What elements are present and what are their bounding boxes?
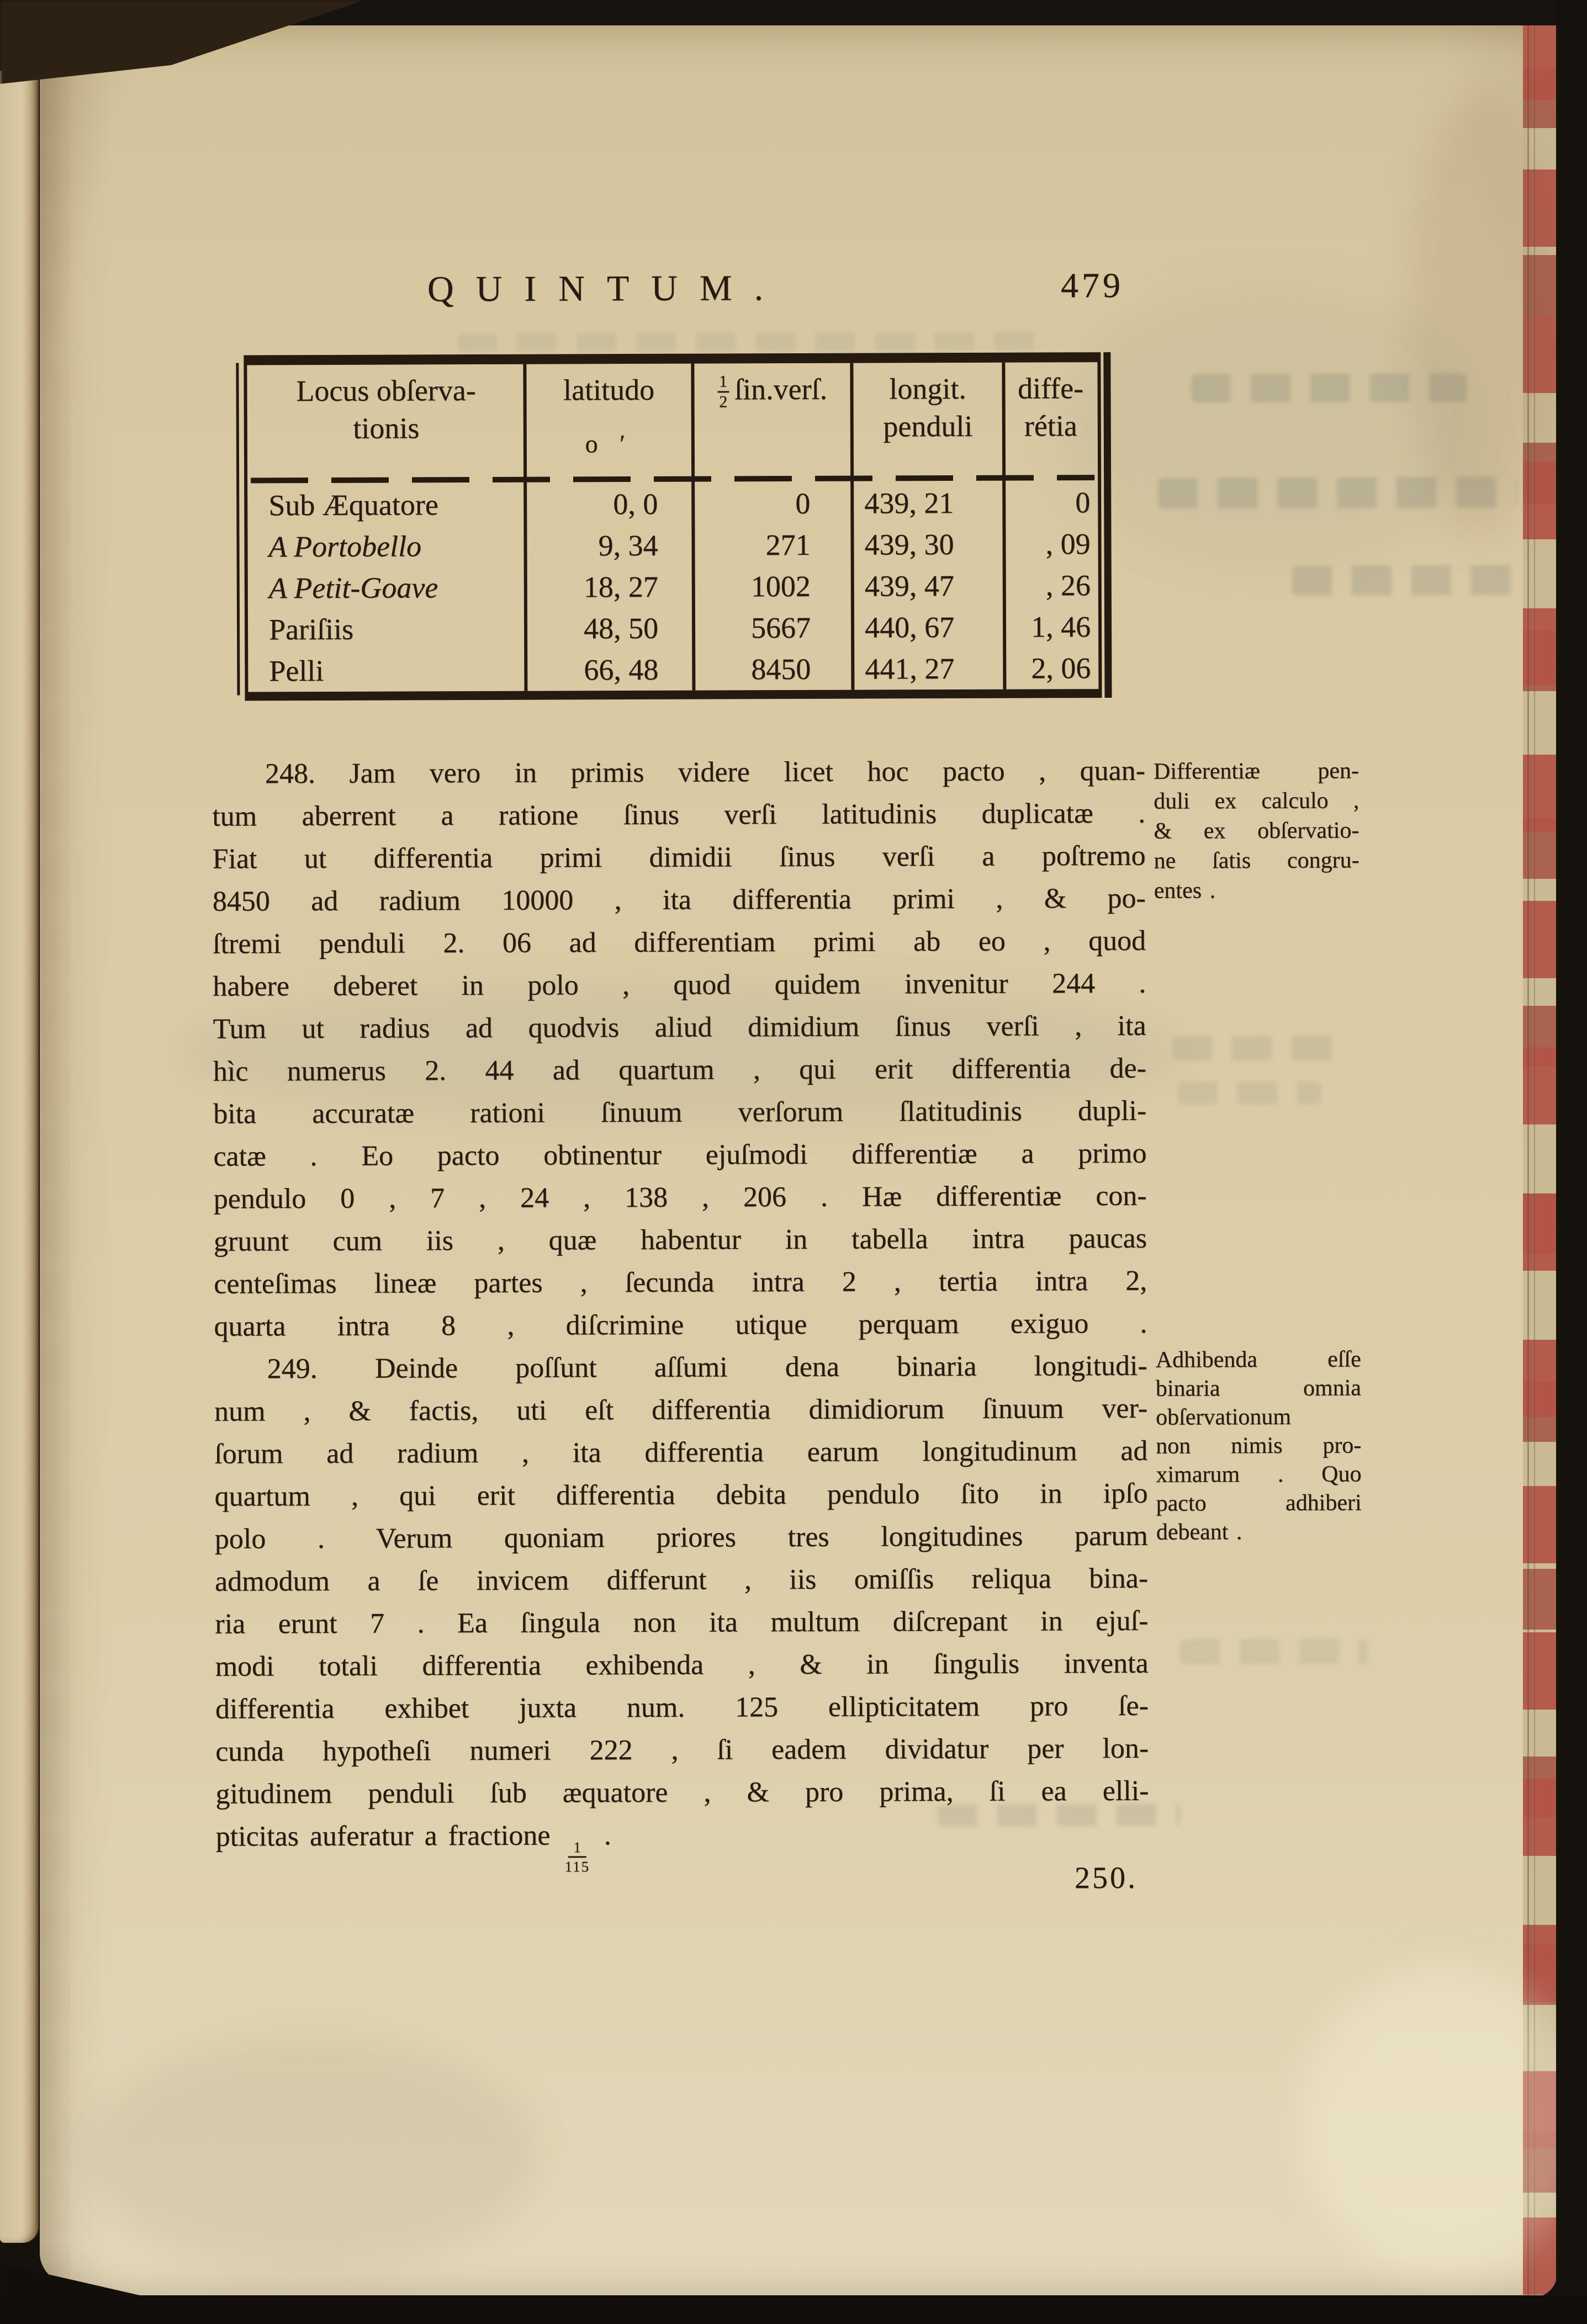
paragraph-248-line: bita accuratæ rationi ſinuum verſorum ſlatitudinis dupli- xyxy=(213,1095,1147,1130)
bleed-through-text xyxy=(1179,1638,1367,1664)
table-cell-sin-vers: 0 xyxy=(795,486,811,520)
bleed-through-text xyxy=(1158,476,1517,508)
paragraph-249-line: ria erunt 7 . Ea ſingula non ita multum diſcrepant in ejuſ- xyxy=(215,1605,1149,1640)
table-cell-diff: , 26 xyxy=(1045,568,1091,602)
table-cell-diff: 0 xyxy=(1075,485,1091,519)
margin-note-line: ne ſatis congru- xyxy=(1154,847,1359,874)
table-cell-locus: Sub Æquatore xyxy=(268,487,438,522)
paragraph-248-line: catæ . Eo pacto obtinentur ejuſmodi differentiæ a primo xyxy=(213,1137,1147,1172)
table-cell-diff: 1, 46 xyxy=(1030,609,1091,644)
bleed-through-text xyxy=(1172,1036,1338,1061)
column-header-latitudo: latitudo o ′ xyxy=(525,364,693,476)
table-cell-longit: 439, 21 xyxy=(864,486,954,520)
paragraph-249-line: ſorum ad radium , ita differentia earum longitudinum ad xyxy=(214,1435,1148,1470)
paragraph-249-line: cunda hypotheſi numeri 222 , ſi eadem dividatur per lon- xyxy=(215,1732,1149,1768)
paragraph-248-line: gruunt cum iis , quæ habentur in tabella intra paucas xyxy=(213,1222,1147,1257)
table-cell-latitudo: 0, 0 xyxy=(613,487,658,521)
margin-note-line: obſervationum xyxy=(1155,1404,1292,1430)
margin-note-249 xyxy=(1156,1345,1362,1546)
column-header-locus: Locus obſerva- tionis xyxy=(296,374,476,445)
page-number: 479 xyxy=(1060,265,1124,305)
paragraph-249-line: quartum , qui erit differentia debita pendulo ſito in ipſo xyxy=(214,1477,1148,1513)
paragraph-248-line: 248. Jam vero in primis videre licet hoc pacto , quan- xyxy=(264,755,1146,790)
running-head-title: QUINTUM. xyxy=(427,268,786,310)
bleed-through-text xyxy=(1191,373,1467,403)
table-cell-diff: 2, 06 xyxy=(1031,651,1091,685)
margin-note-line: debeant . xyxy=(1156,1519,1242,1545)
margin-note-line: binaria omnia xyxy=(1155,1375,1361,1402)
table-cell-latitudo: 66, 48 xyxy=(584,652,659,686)
bleed-through-text xyxy=(1178,1081,1321,1105)
paragraph-249-line: modi totali differentia exhibenda , & in ſingulis inventa xyxy=(215,1647,1149,1683)
last-line-period: . xyxy=(604,1819,611,1851)
table-cell-sin-vers: 5667 xyxy=(750,611,811,644)
table-cell-locus: Pariſiis xyxy=(268,612,354,646)
margin-note-line: ximarum . Quo xyxy=(1156,1461,1362,1488)
table-cell-sin-vers: 1002 xyxy=(750,569,811,603)
body-text xyxy=(212,750,1149,1876)
latitude-units: o ′ xyxy=(585,429,633,458)
table-cell-longit: 441, 27 xyxy=(865,651,955,686)
bleed-through-text xyxy=(457,331,1037,352)
last-line-text: pticitas auferatur a fractione xyxy=(215,1819,551,1853)
paragraph-248-line: Tum ut radius ad quodvis aliud dimidium ſinus verſi , ita xyxy=(213,1010,1146,1045)
table-cell-latitudo: 48, 50 xyxy=(583,611,659,645)
one-half-fraction: $\frac{1}{2}$ xyxy=(717,374,729,411)
margin-note-248 xyxy=(1154,756,1359,905)
margin-note-line: & ex obſervatio- xyxy=(1154,818,1359,844)
table-cell-locus: A Portobello xyxy=(268,529,422,563)
table-cell-locus: Pelli xyxy=(269,654,324,687)
table-cell-locus: A Petit-Goave xyxy=(268,570,438,604)
bleed-through-text xyxy=(1292,565,1524,595)
table-cell-longit: 439, 47 xyxy=(864,569,954,603)
table-cell-latitudo: 18, 27 xyxy=(583,570,658,603)
paragraph-248-line: quarta intra 8 , diſcrimine utique perquam exiguo . xyxy=(214,1307,1147,1343)
margin-note-line: Differentiæ pen- xyxy=(1153,758,1359,784)
paragraph-248-line: ſtremi penduli 2. 06 ad differentiam primi ab eo , quod xyxy=(212,925,1146,960)
paragraph-249-line: admodum a ſe invicem differunt , iis omiſſis reliqua bina- xyxy=(214,1562,1149,1598)
dark-surround-right xyxy=(1556,0,1587,2324)
catchword-next-section: 250. xyxy=(1074,1860,1138,1896)
paragraph-248-line: tum aberrent a ratione ſinus verſi latitudinis duplicatæ . xyxy=(212,797,1146,832)
margin-note-line: Adhibenda eſſe xyxy=(1155,1346,1361,1373)
paragraph-249-line: 249. Deinde poſſunt aſſumi dena binaria longitudi- xyxy=(267,1350,1147,1385)
paragraph-249-line: gitudinem penduli ſub æquatore , & pro prima, ſi ea elli- xyxy=(215,1775,1149,1810)
paragraph-249-line: polo . Verum quoniam priores tres longitudines parum xyxy=(214,1520,1148,1555)
pendulum-observation-table xyxy=(244,352,1102,701)
column-header-longit: longit. penduli xyxy=(883,372,973,443)
table-cell-longit: 439, 30 xyxy=(864,527,954,561)
paragraph-248-line: Fiat ut differentia primi dimidii ſinus verſi a poſtremo xyxy=(212,840,1146,875)
table-cell-sin-vers: 271 xyxy=(765,528,811,561)
table-cell-sin-vers: 8450 xyxy=(751,652,811,686)
fraction-1-115: $\frac{1}{115}$ xyxy=(564,1839,590,1875)
paragraph-248-line: centeſimas lineæ partes , ſecunda intra 2 , tertia intra 2, xyxy=(214,1265,1147,1300)
paragraph-248-line: 8450 ad radium 10000 , ita differentia primi , & po- xyxy=(212,882,1146,917)
paragraph-249-line: num , & factis, uti eſt differentia dimidiorum ſinuum ver- xyxy=(214,1392,1148,1428)
table-cell-latitudo: 9, 34 xyxy=(598,528,658,562)
paragraph-249-line: differentia exhibet juxta num. 125 ellipticitatem pro ſe- xyxy=(215,1690,1149,1725)
margin-note-line: duli ex calculo , xyxy=(1154,788,1359,814)
paragraph-249-last-line xyxy=(216,1812,1149,1876)
facing-page-edge xyxy=(0,71,39,2243)
column-header-sin-vers: $\frac{1}{2}$ ſin.verſ. xyxy=(692,363,852,475)
table-cell-longit: 440, 67 xyxy=(864,610,955,644)
table-cell-diff: , 09 xyxy=(1045,527,1091,560)
paragraph-248-line: pendulo 0 , 7 , 24 , 138 , 206 . Hæ differentiæ con- xyxy=(213,1180,1147,1215)
column-header-differentia: diffe- rétia xyxy=(1017,372,1084,443)
margin-note-line: pacto adhiberi xyxy=(1156,1490,1362,1516)
paragraph-248-line: habere deberet in polo , quod quidem invenitur 244 . xyxy=(213,967,1146,1002)
margin-note-line: entes . xyxy=(1154,878,1216,904)
paragraph-248-line: hìc numerus 2. 44 ad quartum , qui erit differentia de- xyxy=(213,1052,1146,1087)
book-page xyxy=(40,23,1557,2298)
margin-note-line: non nimis pro- xyxy=(1156,1432,1362,1459)
